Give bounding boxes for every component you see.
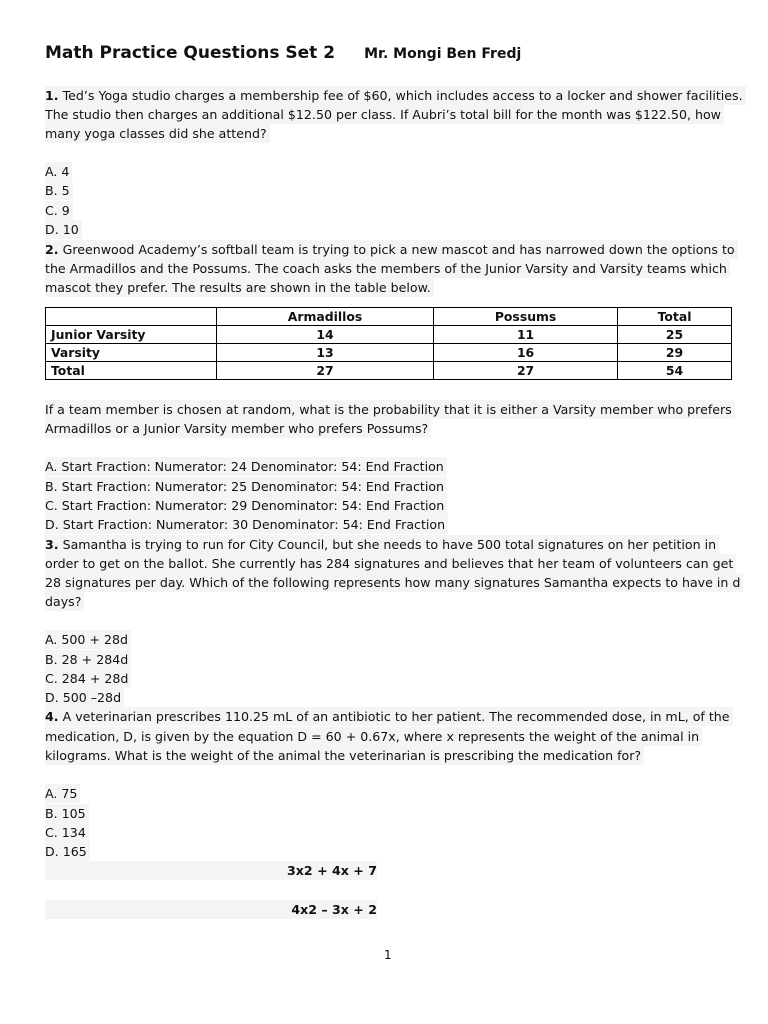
- table-cell: 27: [434, 362, 618, 380]
- table-cell: 54: [618, 362, 732, 380]
- q4-number: 4.: [45, 709, 59, 724]
- mascot-table: [45, 307, 732, 380]
- q1-option-b: B. 5: [45, 181, 73, 200]
- table-cell: Junior Varsity: [46, 326, 217, 344]
- q1-option-d: D. 10: [45, 220, 82, 239]
- q3-option-d: D. 500 –28d: [45, 688, 124, 707]
- q4-line-1: 4. A veterinarian prescribes 110.25 mL of an antibiotic to her patient. The recommended dose, in mL, of the: [45, 707, 733, 726]
- q4-option-d: D. 165: [45, 842, 90, 861]
- table-header-cell: [46, 308, 217, 326]
- q4-line-2: medication, D, is given by the equation D = 60 + 0.67x, where x represents the weight of the animal in: [45, 727, 702, 746]
- table-cell: 29: [618, 344, 732, 362]
- q2-line-1: 2. Greenwood Academy’s softball team is trying to pick a new mascot and has narrowed down the options to: [45, 240, 738, 259]
- table-cell: 16: [434, 344, 618, 362]
- header: [45, 43, 521, 63]
- table-cell: 25: [618, 326, 732, 344]
- q1-number: 1.: [45, 88, 59, 103]
- q2-question-line-2: Armadillos or a Junior Varsity member who prefers Possums?: [45, 419, 431, 438]
- table-row: [46, 344, 732, 362]
- q2-option-b: B. Start Fraction: Numerator: 25 Denominator: 54: End Fraction: [45, 477, 447, 496]
- q3-option-a: A. 500 + 28d: [45, 630, 131, 649]
- q3-line-1: 3. Samantha is trying to run for City Council, but she needs to have 500 total signatures on her petition in: [45, 535, 719, 554]
- table-cell: 11: [434, 326, 618, 344]
- q3-option-b: B. 28 + 284d: [45, 650, 131, 669]
- q1-line-3: many yoga classes did she attend?: [45, 124, 270, 143]
- expression-2: 4x2 – 3x + 2: [45, 900, 377, 919]
- q1-line-1: 1. Ted’s Yoga studio charges a membership fee of $60, which includes access to a locker and shower facilities.: [45, 86, 746, 105]
- q2-option-a: A. Start Fraction: Numerator: 24 Denominator: 54: End Fraction: [45, 457, 447, 476]
- q4-option-a: A. 75: [45, 784, 80, 803]
- q3-line-3: 28 signatures per day. Which of the following represents how many signatures Samantha expects to have in d: [45, 573, 743, 592]
- table-header-cell: Total: [618, 308, 732, 326]
- q2-option-d: D. Start Fraction: Numerator: 30 Denominator: 54: End Fraction: [45, 515, 448, 534]
- q1-option-a: A. 4: [45, 162, 72, 181]
- q4-line-3: kilograms. What is the weight of the animal the veterinarian is prescribing the medication for?: [45, 746, 644, 765]
- author-name: Mr. Mongi Ben Fredj: [364, 46, 522, 62]
- q4-option-c: C. 134: [45, 823, 89, 842]
- q1-option-c: C. 9: [45, 201, 73, 220]
- q2-option-c: C. Start Fraction: Numerator: 29 Denominator: 54: End Fraction: [45, 496, 447, 515]
- table-row: [46, 362, 732, 380]
- q2-line-2: the Armadillos and the Possums. The coach asks the members of the Junior Varsity and Varsity teams which: [45, 259, 730, 278]
- table-header-cell: Possums: [434, 308, 618, 326]
- q2-number: 2.: [45, 242, 59, 257]
- expression-1: 3x2 + 4x + 7: [45, 861, 377, 880]
- q4-option-b: B. 105: [45, 804, 89, 823]
- q3-line-2: order to get on the ballot. She currently has 284 signatures and believes that her team of volunteers can get: [45, 554, 736, 573]
- table-header-row: [46, 308, 732, 326]
- table-cell: 27: [217, 362, 434, 380]
- table-cell: 14: [217, 326, 434, 344]
- page-title: Math Practice Questions Set 2: [45, 43, 336, 63]
- q2-question-line-1: If a team member is chosen at random, what is the probability that it is either a Varsity member who prefers: [45, 400, 735, 419]
- q1-line-2: The studio then charges an additional $12.50 per class. If Aubri’s total bill for the month was $122.50, how: [45, 105, 724, 124]
- table-cell: 13: [217, 344, 434, 362]
- table-cell: Varsity: [46, 344, 217, 362]
- q3-line-4: days?: [45, 592, 84, 611]
- q2-line-3: mascot they prefer. The results are shown in the table below.: [45, 278, 434, 297]
- q3-option-c: C. 284 + 28d: [45, 669, 131, 688]
- q3-number: 3.: [45, 537, 59, 552]
- table-cell: Total: [46, 362, 217, 380]
- page-number: 1: [384, 948, 392, 962]
- table-header-cell: Armadillos: [217, 308, 434, 326]
- table-row: [46, 326, 732, 344]
